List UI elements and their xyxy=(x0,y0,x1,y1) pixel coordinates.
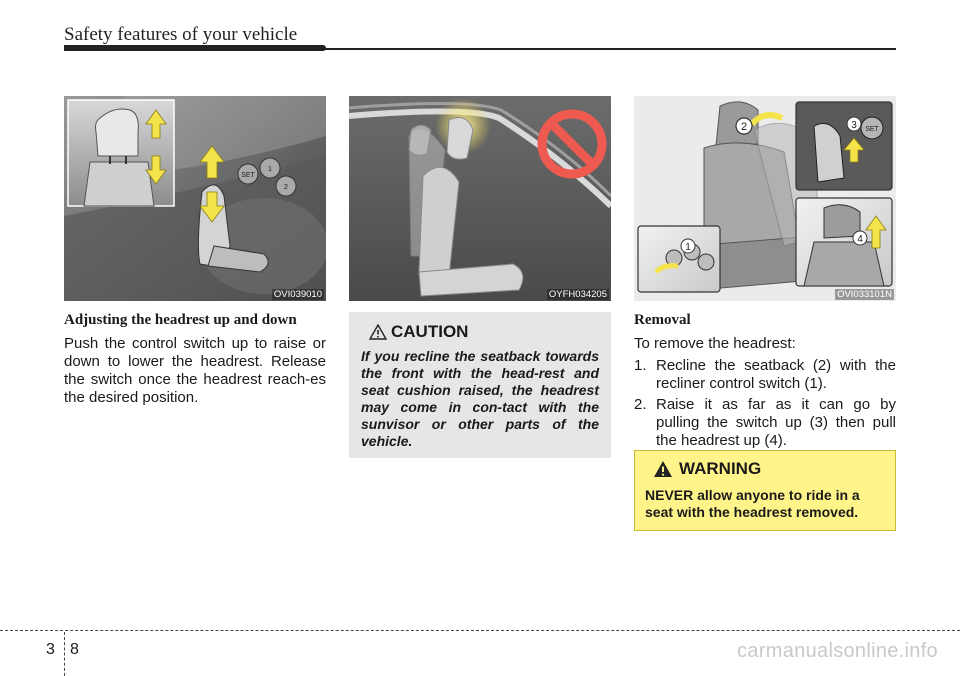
switch-label-set: SET xyxy=(865,126,879,133)
adjusting-title: Adjusting the headrest up and down xyxy=(64,312,297,328)
warning-triangle-icon xyxy=(653,460,673,478)
figure-recline-caution xyxy=(349,96,611,301)
removal-section xyxy=(634,311,896,453)
watermark: carmanualsonline.info xyxy=(737,640,938,662)
headrest-adjust-illustration xyxy=(64,96,326,301)
caution-triangle-icon xyxy=(369,324,387,340)
figure-code: OVI033101N xyxy=(837,289,892,300)
removal-step xyxy=(634,357,896,393)
page-chapter: 3 xyxy=(46,641,55,658)
step-number: 1. xyxy=(634,357,647,374)
removal-title: Removal xyxy=(634,312,691,328)
switch-label-1: 1 xyxy=(268,166,272,173)
step-text: Recline the seatback (2) with the recliner control switch (1). xyxy=(656,357,896,392)
removal-intro: To remove the headrest: xyxy=(634,335,796,352)
removal-steps xyxy=(634,357,896,450)
caution-text: If you recline the seatback towards the front with the head-rest and seat cushion raised, the headrest may come in con-tact with the sunvisor or other parts of the vehicle. xyxy=(361,348,599,449)
adjusting-text: Push the control switch up to raise or down to lower the headrest. Release the switch once the headrest reach-es the desired position. xyxy=(64,335,326,406)
warning-heading-text: WARNING xyxy=(679,459,762,478)
warning-heading xyxy=(653,459,885,479)
step-label-1: 1 xyxy=(685,242,691,253)
removal-step xyxy=(634,396,896,450)
caution-box xyxy=(349,312,611,458)
caution-heading-text: CAUTION xyxy=(391,322,469,341)
step-label-4: 4 xyxy=(857,234,863,245)
footer-divider xyxy=(64,632,65,676)
step-label-2: 2 xyxy=(740,121,748,133)
headrest-removal-illustration xyxy=(634,96,896,301)
warning-box xyxy=(634,450,896,531)
warning-text: NEVER allow anyone to ride in a seat with the headrest removed. xyxy=(645,487,860,520)
switch-label-2: 2 xyxy=(284,184,288,191)
header-rule xyxy=(64,48,896,50)
step-label-3: 3 xyxy=(851,120,857,131)
figure-headrest-removal xyxy=(634,96,896,301)
adjusting-section xyxy=(64,311,326,407)
recline-caution-illustration xyxy=(349,96,611,301)
footer-rule xyxy=(0,630,960,631)
figure-code: OYFH034205 xyxy=(548,289,607,300)
header-title: Safety features of your vehicle xyxy=(64,24,298,45)
switch-label-set: SET xyxy=(241,172,255,179)
figure-code: OVI039010 xyxy=(273,289,322,300)
step-text: Raise it as far as it can go by pulling the switch up (3) then pull the headrest up (4). xyxy=(656,396,896,449)
step-number: 2. xyxy=(634,396,647,413)
caution-heading xyxy=(369,322,599,342)
figure-headrest-adjust xyxy=(64,96,326,301)
page-number: 8 xyxy=(70,641,79,658)
